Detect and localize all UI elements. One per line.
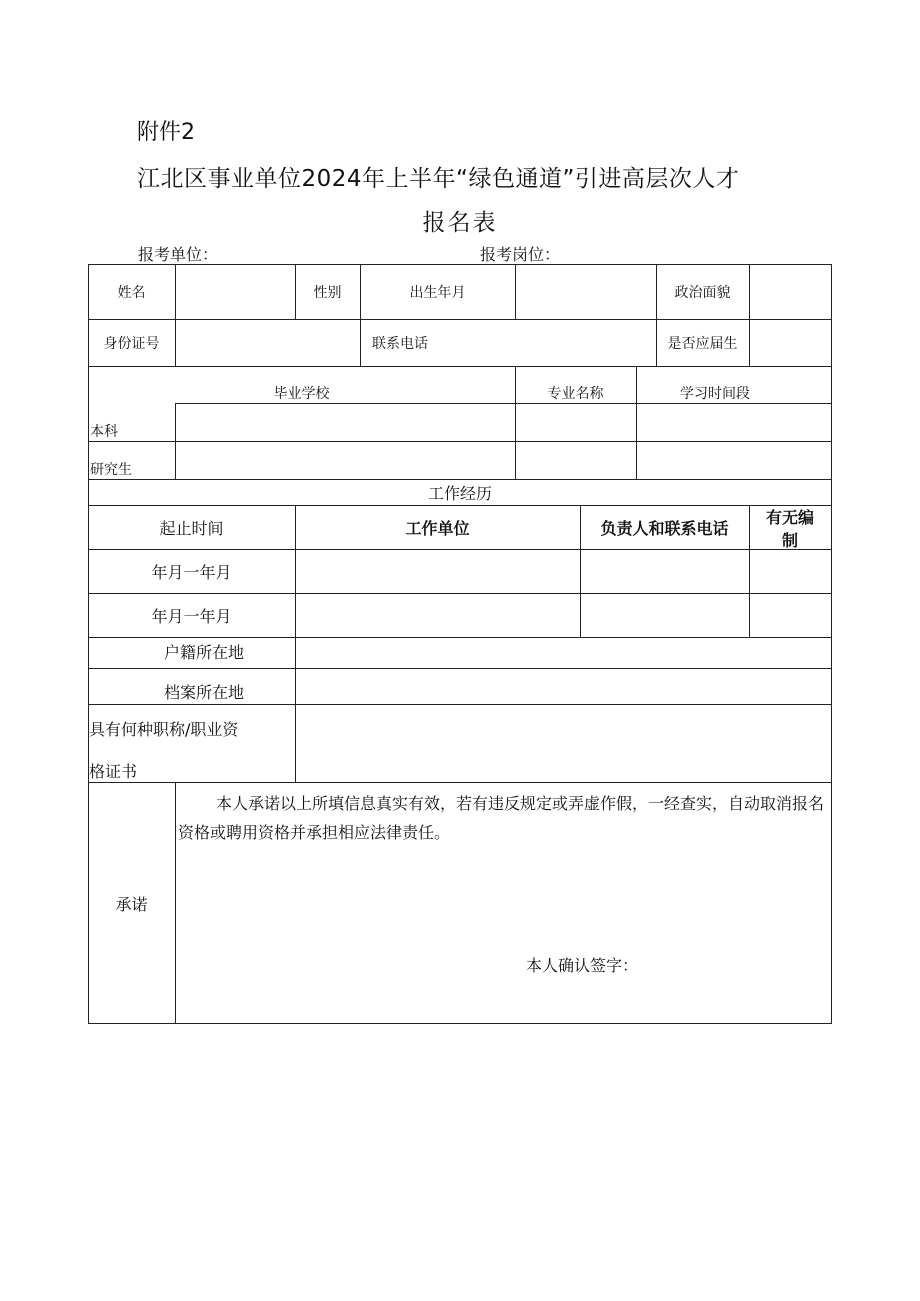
table-line (831, 264, 832, 1023)
work-row2-employer-field[interactable] (295, 593, 580, 637)
qualification-label-line2: 格证书 (89, 761, 138, 781)
gender-label: 性别 (313, 284, 342, 301)
promise-label: 承诺 (115, 894, 148, 914)
fresh-graduate-label: 是否应届生 (667, 335, 738, 352)
work-section-title: 工作经历 (427, 483, 492, 503)
table-line (175, 782, 176, 1023)
form-title: 江北区事业单位2024年上半年“绿色通道”引进高层次人才 (137, 166, 740, 192)
work-row2-staff-field[interactable] (749, 593, 831, 637)
graduate-period-field[interactable] (636, 441, 831, 479)
table-line (88, 1023, 832, 1024)
qualification-field[interactable] (295, 704, 831, 782)
work-row1-period: 年月一年月 (151, 562, 232, 582)
qualification-label-line1: 具有何种职称/职业资 (89, 719, 239, 739)
household-field[interactable] (295, 637, 831, 668)
apply-unit-label: 报考单位： (138, 245, 219, 264)
work-row1-contact-field[interactable] (580, 549, 749, 593)
household-label: 户籍所在地 (163, 642, 244, 662)
work-staff-header-line1: 有无编 (765, 507, 814, 527)
work-row2-contact-field[interactable] (580, 593, 749, 637)
id-number-field[interactable] (175, 319, 360, 366)
undergraduate-period-field[interactable] (636, 403, 831, 441)
signature-label: 本人确认签字： (526, 955, 639, 975)
work-period-header: 起止时间 (159, 518, 224, 538)
promise-text: 本人承诺以上所填信息真实有效，若有违反规定或弄虚作假，一经查实，自动取消报名资格或聘用资格并承担相应法律责任。 (178, 794, 825, 842)
undergraduate-school-field[interactable] (175, 403, 515, 441)
work-row1-employer-field[interactable] (295, 549, 580, 593)
political-field[interactable] (749, 264, 831, 319)
apply-post-label: 报考岗位： (480, 245, 561, 264)
graduate-major-field[interactable] (515, 441, 636, 479)
form-subtitle: 报名表 (422, 210, 498, 236)
graduate-school-field[interactable] (175, 441, 515, 479)
work-contact-header: 负责人和联系电话 (600, 518, 729, 538)
archive-field[interactable] (295, 668, 831, 704)
period-header: 学习时间段 (680, 386, 750, 402)
table-line (88, 441, 832, 442)
work-row1-staff-field[interactable] (749, 549, 831, 593)
school-header: 毕业学校 (273, 386, 330, 402)
table-line (88, 366, 832, 367)
birth-field[interactable] (515, 264, 656, 319)
work-employer-header: 工作单位 (405, 518, 470, 538)
id-number-label: 身份证号 (103, 335, 160, 352)
birth-label: 出生年月 (409, 284, 466, 301)
work-staff-header-line2: 制 (781, 530, 798, 550)
major-header: 专业名称 (547, 386, 604, 402)
table-line (88, 668, 832, 669)
phone-label: 联系电话 (372, 335, 428, 352)
attachment-label: 附件2 (137, 120, 195, 145)
political-label: 政治面貌 (674, 284, 731, 301)
name-label: 姓名 (117, 284, 146, 301)
fresh-graduate-field[interactable] (749, 319, 831, 366)
undergraduate-major-field[interactable] (515, 403, 636, 441)
graduate-label: 研究生 (90, 462, 132, 478)
name-field[interactable] (175, 264, 295, 319)
table-line (175, 403, 176, 479)
archive-label: 档案所在地 (163, 682, 244, 702)
work-row2-period: 年月一年月 (151, 606, 232, 626)
undergraduate-label: 本科 (90, 424, 118, 440)
